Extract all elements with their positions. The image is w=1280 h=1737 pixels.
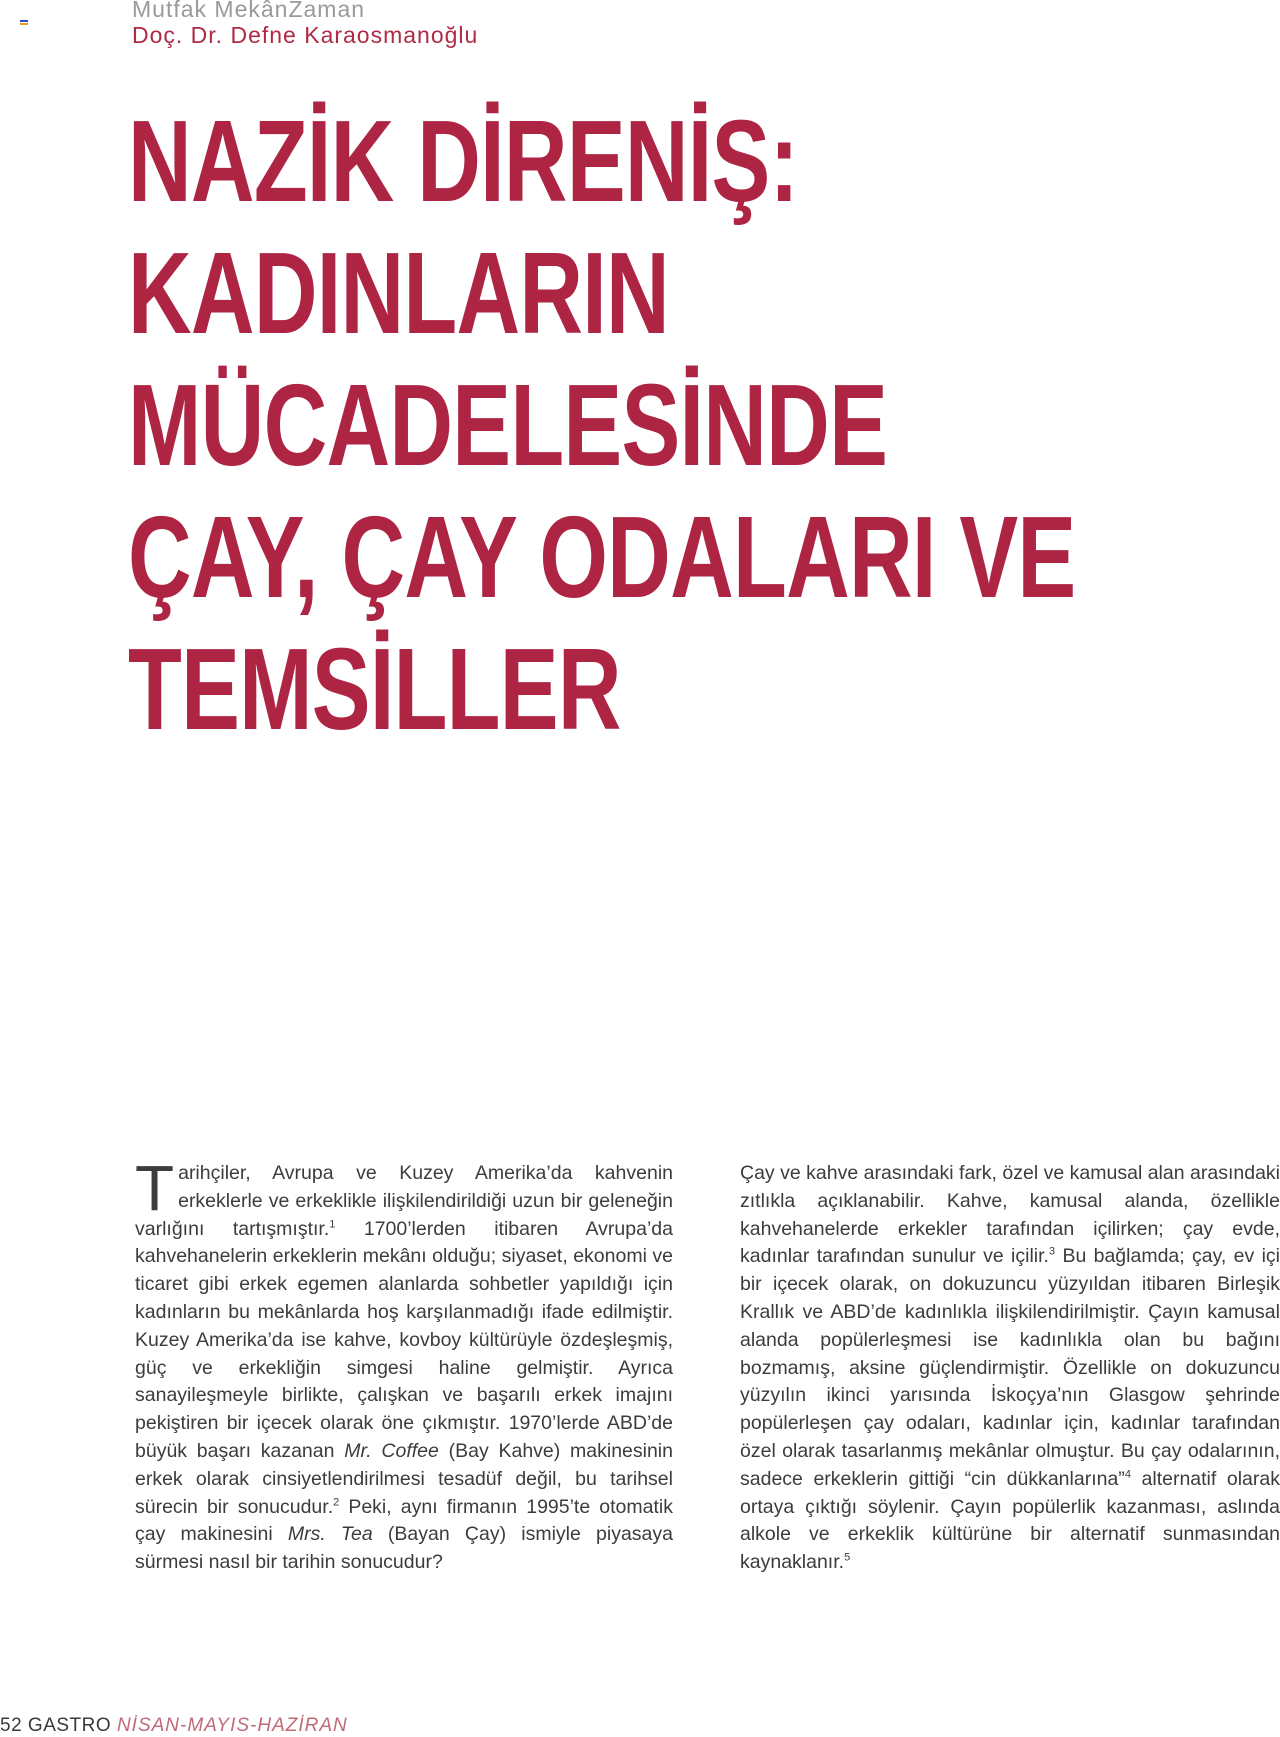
title-line: TEMSİLLER bbox=[128, 624, 621, 754]
paragraph-text: Peki, aynı firmanın 1995’te otomatik çay makinesini bbox=[135, 1495, 673, 1546]
brand-name: Mrs. Tea bbox=[287, 1523, 373, 1546]
footnote-marker: 2 bbox=[333, 1496, 340, 1509]
author-name: Doç. Dr. Defne Karaosmanoğlu bbox=[132, 22, 479, 48]
title-line: NAZİK DİRENİŞ: bbox=[128, 96, 799, 226]
footnote-marker: 4 bbox=[1124, 1468, 1131, 1481]
magazine-name: GASTRO bbox=[27, 1715, 112, 1736]
paragraph-text: Çay ve kahve arasındaki fark, özel ve kamusal alan arasındaki zıtlıkla açıklanabilir. Kahve, kamusal alanda, özellikle kahvehanelerde erkekler tarafından içilirken; çay evde, kadınlar tarafından sunulur ve içilir. bbox=[740, 1162, 1280, 1268]
drop-cap: T bbox=[135, 1152, 175, 1224]
page-footer bbox=[0, 1715, 348, 1737]
title-line: ÇAY, ÇAY ODALARI VE bbox=[128, 492, 1076, 622]
body-column-left bbox=[135, 1152, 673, 1577]
page-number: 52 bbox=[0, 1715, 23, 1736]
paragraph-text: arihçiler, Avrupa ve Kuzey Amerika’da kahvenin erkeklerle ve erkeklikle ilişkilendirildiği uzun bir geleneğin varlığını tartışmıştır. bbox=[135, 1162, 673, 1240]
footnote-marker: 3 bbox=[1048, 1245, 1056, 1258]
flag-icon bbox=[20, 20, 28, 27]
issue-label: NİSAN-MAYIS-HAZİRAN bbox=[116, 1715, 348, 1736]
article-title bbox=[128, 95, 1076, 755]
paragraph-text: alternatif olarak ortaya çıktığı söylenir. Çayın popülerlik kazanması, aslında alkole ve erkeklik kültürüne bir alternatif sunmasından kaynaklanır. bbox=[740, 1467, 1280, 1574]
title-line: MÜCADELESİNDE bbox=[128, 360, 888, 490]
title-line: KADINLARIN bbox=[128, 228, 669, 358]
brand-name: Mr. Coffee bbox=[344, 1439, 439, 1462]
paragraph-text: Bu bağlamda; çay, ev içi bir içecek olarak, on dokuzuncu yüzyıldan itibaren Birleşik Krallık ve ABD’de kadınlıkla ilişkilendirilmiştir. Çayın kamusal alanda popülerleşmesi ise kadınlıkla olan bu bağını bozmamış, aksine güçlendirmiştir. Özellikle on dokuzuncu yüzyılın ikinci yarısında İskoçya’nın Glasgow şehrinde popülerleşen çay odaları, kadınlar için, kadınlar tarafından özel olarak tasarlanmış mekânlar olmuştur. Bu çay odalarının, sadece erkeklerin gittiği “cin dükkanlarına” bbox=[740, 1245, 1280, 1490]
body-column-right bbox=[740, 1160, 1280, 1577]
paragraph-text: (Bay Kahve) makinesinin erkek olarak cinsiyetlendirilmesi tesadüf değil, bu tarihsel sürecin bir sonucudur. bbox=[135, 1439, 673, 1518]
footnote-marker: 1 bbox=[329, 1218, 336, 1231]
paragraph-text: (Bayan Çay) ismiyle piyasaya sürmesi nasıl bir tarihin sonucudur? bbox=[135, 1523, 673, 1574]
section-label: Mutfak MekânZaman bbox=[132, 0, 366, 22]
footnote-marker: 5 bbox=[844, 1551, 851, 1564]
paragraph-text: 1700’lerden itibaren Avrupa’da kahvehanelerin erkeklerin mekânı olduğu; siyaset, ekonomi ve ticaret gibi erkek egemen alanlarda sohbetler yapıldığı için kadınların bu mekânlarda hoş karşılanmadığı ifade edilmiştir. Kuzey Amerika’da ise kahve, kovboy kültürüyle özdeşleşmiş, güç ve erkekliğin simgesi haline gelmiştir. Ayrıca sanayileşmeyle birlikte, çalışkan ve başarılı erkek imajını pekiştiren bir içecek olarak öne çıkmıştır. 1970’lerde ABD’de büyük başarı kazanan bbox=[135, 1217, 673, 1462]
